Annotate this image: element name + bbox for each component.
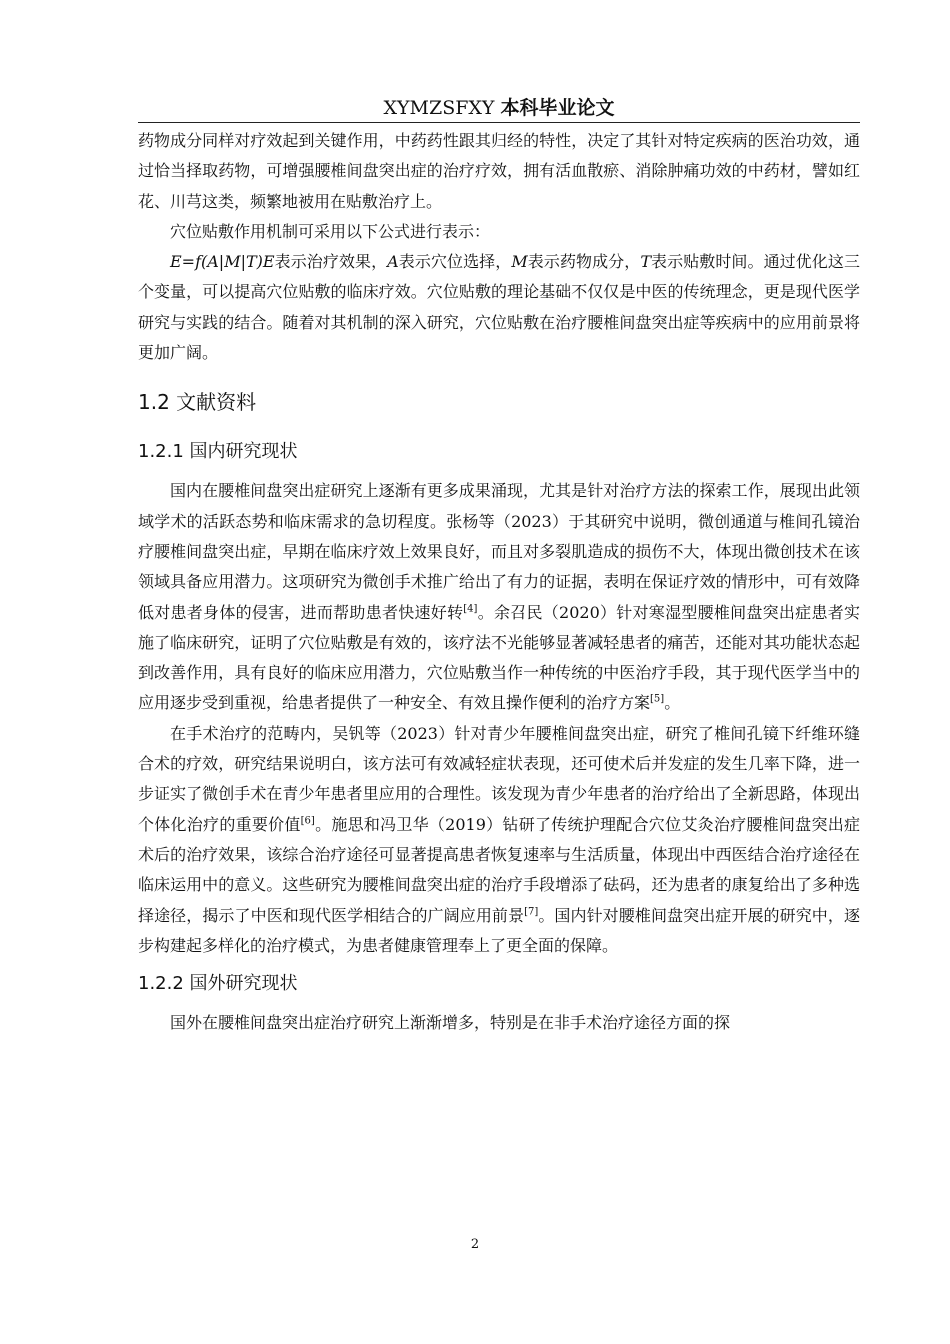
paragraph-text: 。 xyxy=(664,693,681,713)
page-body xyxy=(138,126,860,1038)
formula-var-a: A xyxy=(387,252,399,272)
citation: [6] xyxy=(300,815,315,827)
header-latin: XYMZSFXY xyxy=(383,97,495,119)
citation: [4] xyxy=(463,603,478,615)
paragraph-text: 在手术治疗的范畴内，吴钒等（2023）针对青少年腰椎间盘突出症，研究了椎间孔镜下纤维环缝合术的疗效，研究结果说明白，该方法可有效减轻症状表现，还可使术后并发症的发生几率下降，进一步证实了微创手术在青少年患者里应用的合理性。该发现为青少年患者的治疗给出了全新思路，体现出个体化治疗的重要价值 xyxy=(138,723,860,834)
paragraph-text: 。施思和冯卫华（2019）钻研了传统护理配合穴位艾灸治疗腰椎间盘突出症术后的治疗效果，该综合治疗途径可显著提高患者恢复速率与生活质量，体现出中西医结合治疗途径在临床运用中的意义。这些研究为腰椎间盘突出症的治疗手段增添了砝码，还为患者的康复给出了多种选择途径，揭示了中医和现代医学相结合的广阔应用前景 xyxy=(138,814,860,925)
subsection-heading: 1.2.2 国外研究现状 xyxy=(138,973,298,995)
formula-var-m: M xyxy=(511,252,528,272)
citation: [5] xyxy=(650,694,665,706)
paragraph xyxy=(138,719,860,961)
paragraph: 穴位贴敷作用机制可采用以下公式进行表示： xyxy=(170,221,491,241)
formula-desc-a: 表示穴位选择， xyxy=(398,252,512,272)
paragraph: 国外在腰椎间盘突出症治疗研究上渐渐增多，特别是在非手术治疗途径方面的探 xyxy=(170,1013,731,1033)
subsection-heading: 1.2.1 国内研究现状 xyxy=(138,441,298,463)
formula: E=f(A|M|T) xyxy=(170,252,263,272)
section-heading: 1.2 文献资料 xyxy=(138,390,257,415)
paragraph xyxy=(138,476,860,718)
paragraph-text: 国内在腰椎间盘突出症研究上逐渐有更多成果涌现，尤其是针对治疗方法的探索工作，展现出此领域学术的活跃态势和临床需求的急切程度。张杨等（2023）于其研究中说明，微创通道与椎间孔镜治疗腰椎间盘突出症，早期在临床疗效上效果良好，而且对多裂肌造成的损伤不大，体现出微创技术在该领域具备应用潜力。这项研究为微创手术推广给出了有力的证据，表明在保证疗效的情形中，可有效降低对患者身体的侵害，进而帮助患者快速好转 xyxy=(138,481,860,622)
paragraph-text: 。国内针对腰椎间盘突出症开展的研究中，逐步构建起多样化的治疗模式，为患者健康管理奉上了更全面的保障。 xyxy=(138,905,860,955)
formula-paragraph xyxy=(138,247,860,368)
paragraph: 药物成分同样对疗效起到关键作用，中药药性跟其归经的特性，决定了其针对特定疾病的医治功效，通过恰当择取药物，可增强腰椎间盘突出症的治疗疗效，拥有活血散瘀、消除肿痛功效的中药材，譬如红花、川芎这类，频繁地被用在贴敷治疗上。 xyxy=(138,131,860,211)
formula-desc-t: 表示贴敷时间。通过优化这三个变量，可以提高穴位贴敷的临床疗效。穴位贴敷的理论基础不仅仅是中医的传统理念，更是现代医学研究与实践的结合。随着对其机制的深入研究，穴位贴敷在治疗腰椎间盘突出症等疾病中的应用前景将更加广阔。 xyxy=(138,252,860,363)
formula-var-t: T xyxy=(640,252,651,272)
formula-desc-e: 表示治疗效果， xyxy=(274,252,388,272)
paragraph-text: 。余召民（2020）针对寒湿型腰椎间盘突出症患者实施了临床研究，证明了穴位贴敷是有效的，该疗法不光能够显著减轻患者的痛苦，还能对其功能状态起到改善作用，具有良好的临床应用潜力，穴位贴敷当作一种传统的中医治疗手段，其于现代医学当中的应用逐步受到重视，给患者提供了一种安全、有效且操作便利的治疗方案 xyxy=(138,602,860,713)
formula-var-e: E xyxy=(262,252,275,272)
formula-desc-m: 表示药物成分， xyxy=(527,252,641,272)
citation: [7] xyxy=(524,906,539,918)
header-title: 本科毕业论文 xyxy=(500,97,615,119)
page-number: 2 xyxy=(470,1237,480,1252)
page-header xyxy=(138,96,860,123)
